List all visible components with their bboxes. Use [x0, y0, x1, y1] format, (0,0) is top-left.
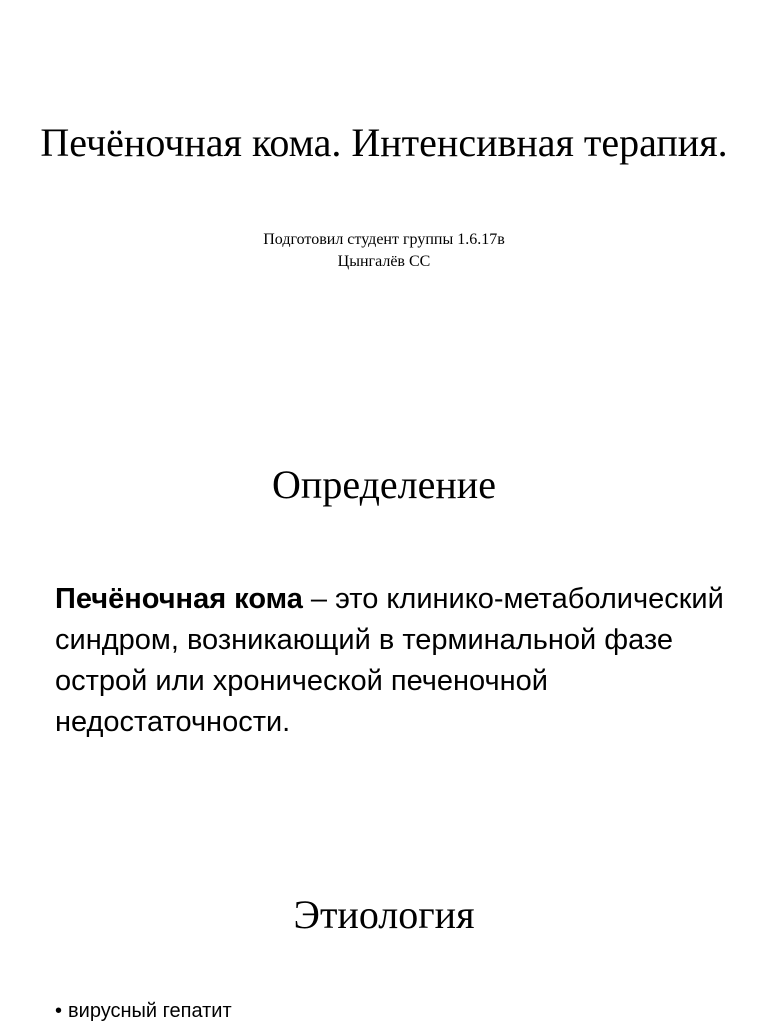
definition-text: – это клинико-метаболический синдром, возникающий в терминальной фазе острой или хронической печеночной недостаточности. [55, 583, 724, 738]
author-block [40, 229, 728, 273]
definition-heading: Определение [272, 462, 496, 507]
author-name: Цынгалёв СС [337, 253, 431, 270]
list-item: • вирусный гепатит [55, 998, 232, 1024]
page-title: Печёночная кома. Интенсивная терапия. [40, 120, 728, 165]
definition-paragraph [55, 579, 735, 743]
etiology-heading: Этиология [293, 892, 475, 937]
definition-term: Печёночная кома [55, 583, 303, 615]
prepared-by-line: Подготовил студент группы 1.6.17в [263, 231, 505, 248]
etiology-list [55, 998, 232, 1024]
